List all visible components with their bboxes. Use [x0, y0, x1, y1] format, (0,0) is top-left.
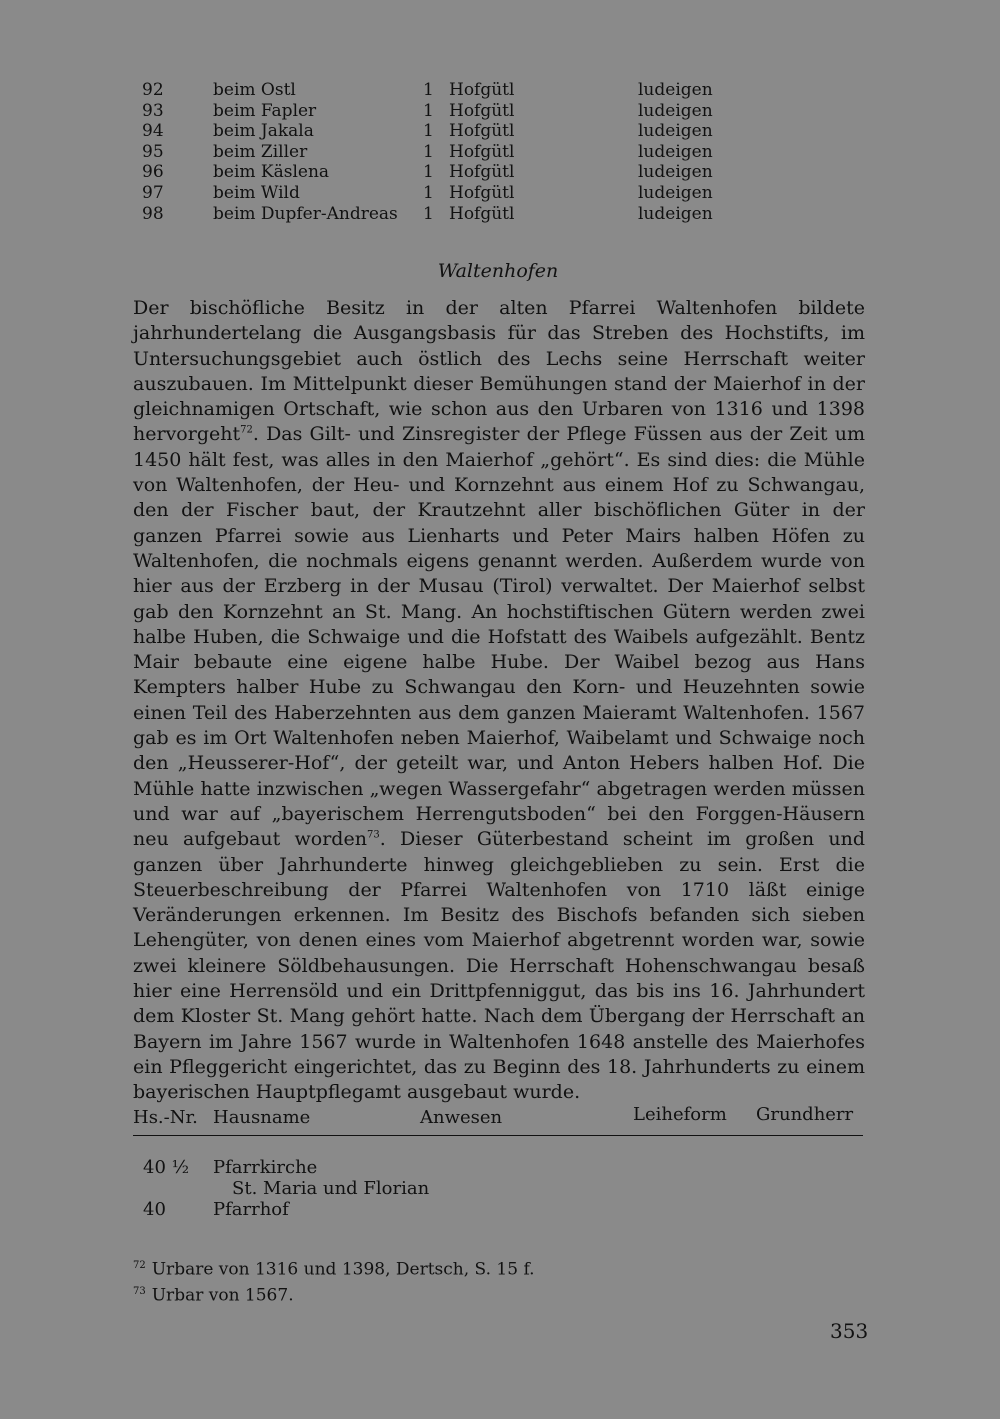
- property-type: Hofgütl: [449, 182, 515, 203]
- ownership: ludeigen: [638, 80, 713, 100]
- property-type: Hofgütl: [449, 141, 515, 162]
- house-name: Pfarrhof: [213, 1199, 289, 1220]
- table-row: [140, 80, 740, 101]
- quantity: 1: [423, 121, 434, 142]
- house-name-sub: St. Maria und Florian: [232, 1178, 430, 1199]
- footnote-text: Urbar von 1567.: [151, 1285, 294, 1306]
- table-header: [133, 1106, 863, 1134]
- header-grundherr: Grundherr: [756, 1104, 854, 1125]
- table-row: [140, 162, 740, 183]
- footnote-number: 73: [133, 1285, 146, 1297]
- footnote-ref-72: 72: [240, 425, 253, 437]
- footnote-number: 72: [133, 1260, 146, 1271]
- house-name: beim Ziller: [213, 141, 308, 162]
- ownership: ludeigen: [638, 162, 713, 183]
- property-table-body: [133, 1157, 863, 1220]
- footnotes: [133, 1255, 535, 1306]
- quantity: 1: [423, 182, 434, 203]
- table-row: [140, 121, 740, 142]
- footnote-72: [133, 1255, 535, 1281]
- house-name: beim Käslena: [213, 162, 330, 183]
- house-number: 95: [142, 141, 164, 162]
- house-number: 97: [142, 182, 164, 203]
- house-number: 98: [142, 203, 164, 224]
- ownership: ludeigen: [638, 182, 713, 203]
- table-row: [140, 101, 740, 122]
- property-type: Hofgütl: [449, 162, 515, 183]
- header-leiheform: Leiheform: [633, 1104, 727, 1125]
- quantity: 1: [423, 80, 434, 100]
- paragraph-text: . Dieser Güterbestand scheint im großen und ganzen über Jahrhunderte hinweg gleichgeblieben zu sein. Erst die Steuerbeschreibung der Pfarrei Waltenhofen von 1710 läßt einige Veränderungen erkennen. Im Besitz des Bischofs befanden sich sieben Lehengüter, von denen eines vom Maierhof abgetrennt worden war, sowie zwei kleinere Söldbehausungen. Die Herrschaft Hohenschwangau besaß hier eine Herrensöld und ein Drittpfenniggut, das bis ins 16. Jahrhundert dem Kloster St. Mang gehört hatte. Nach dem Übergang der Herrschaft an Bayern im Jahre 1567 wurde in Waltenhofen 1648 anstelle des Maierhofes ein Pfleggericht eingerichtet, das zu Beginn des 18. Jahrhunderts zu einem bayerischen Hauptpflegamt ausgebaut wurde.: [133, 828, 866, 1104]
- table-row: [140, 204, 740, 225]
- house-number: 93: [142, 100, 164, 121]
- page-number: 353: [830, 1319, 869, 1343]
- table-row-continuation: [133, 1178, 863, 1199]
- house-name: beim Fapler: [213, 100, 317, 121]
- table-row: [140, 183, 740, 204]
- house-number: 40 ½: [143, 1157, 190, 1178]
- house-name: beim Wild: [213, 182, 300, 203]
- ownership: ludeigen: [638, 141, 713, 162]
- ownership: ludeigen: [638, 121, 713, 142]
- property-type: Hofgütl: [449, 100, 515, 121]
- paragraph-text: . Das Gilt- und Zinsregister der Pflege Füssen aus der Zeit um 1450 hält fest, was alles in den Maierhof „gehört“. Es sind dies: die Mühle von Waltenhofen, der Heu- und Kornzehnt aus einem Hof zu Schwangau, den der Fischer baut, der Krautzehnt aller bischöflichen Güter in der ganzen Pfarrei sowie aus Lienharts und Peter Mairs halben Höfen zu Waltenhofen, die nochmals eigens genannt werden. Außerdem wurde von hier aus der Erzberg in der Musau (Tirol) verwaltet. Der Maierhof selbst gab den Kornzehnt an St. Mang. An hochstiftischen Gütern werden zwei halbe Huben, die Schwaige und die Hofstatt des Waibels aufgezählt. Bentz Mair bebaute eine eigene halbe Hube. Der Waibel bezog aus Hans Kempters halber Hube zu Schwangau den Korn- und Heuzehnten sowie einen Teil des Haberzehnten aus dem ganzen Maieramt Waltenhofen. 1567 gab es im Ort Waltenhofen neben Maierhof, Waibelamt und Schwaige noch den „Heusserer-Hof“, der geteilt war, und Anton Hebers halben Hof. Die Mühle hatte inzwischen „wegen Wassergefahr“ abgetragen werden müssen und war auf „bayerischem Herrengutsboden“ bei den Forggen-Häusern neu aufgebaut worden: [133, 423, 865, 851]
- header-house-name: Hausname: [213, 1107, 311, 1128]
- table-row: [133, 1157, 863, 1178]
- house-name: beim Dupfer-Andreas: [213, 203, 398, 224]
- house-name: beim Ostl: [213, 80, 296, 100]
- quantity: 1: [423, 203, 434, 224]
- property-list-table: [140, 80, 740, 224]
- table-row: [133, 1199, 863, 1220]
- footnote-ref-73: 73: [366, 829, 380, 841]
- paragraph-text: Der bischöfliche Besitz in der alten Pfarrei Waltenhofen bildete jahrhundertelang die Ausgangsbasis für das Streben des Hochstifts, im Untersuchungsgebiet auch östlich des Lechs seine Herrschaft weiter auszubauen. Im Mittelpunkt dieser Bemühungen stand der Maierhof in der gleichnamigen Ortschaft, wie schon aus den Urbaren von 1316 und 1398 hervorgeht: [133, 297, 865, 446]
- table-row: [140, 142, 740, 163]
- house-number: 96: [142, 162, 164, 183]
- quantity: 1: [423, 141, 434, 162]
- property-type: Hofgütl: [449, 203, 515, 224]
- header-rule: [133, 1135, 863, 1136]
- house-number: 92: [142, 80, 164, 100]
- ownership: ludeigen: [638, 203, 713, 224]
- quantity: 1: [423, 162, 434, 183]
- house-name: beim Jakala: [213, 121, 314, 142]
- section-heading: Waltenhofen: [437, 260, 559, 282]
- property-type: Hofgütl: [449, 121, 515, 142]
- house-number: 94: [142, 121, 164, 142]
- property-type: Hofgütl: [449, 80, 515, 100]
- footnote-73: [133, 1281, 535, 1307]
- house-name: Pfarrkirche: [213, 1157, 318, 1178]
- quantity: 1: [423, 100, 434, 121]
- header-anwesen: Anwesen: [420, 1107, 503, 1128]
- ownership: ludeigen: [638, 100, 713, 121]
- header-house-number: Hs.-Nr.: [133, 1107, 198, 1128]
- footnote-text: Urbare von 1316 und 1398, Dertsch, S. 15 f.: [151, 1259, 535, 1280]
- body-paragraph: [133, 296, 865, 1106]
- house-number: 40: [143, 1199, 166, 1220]
